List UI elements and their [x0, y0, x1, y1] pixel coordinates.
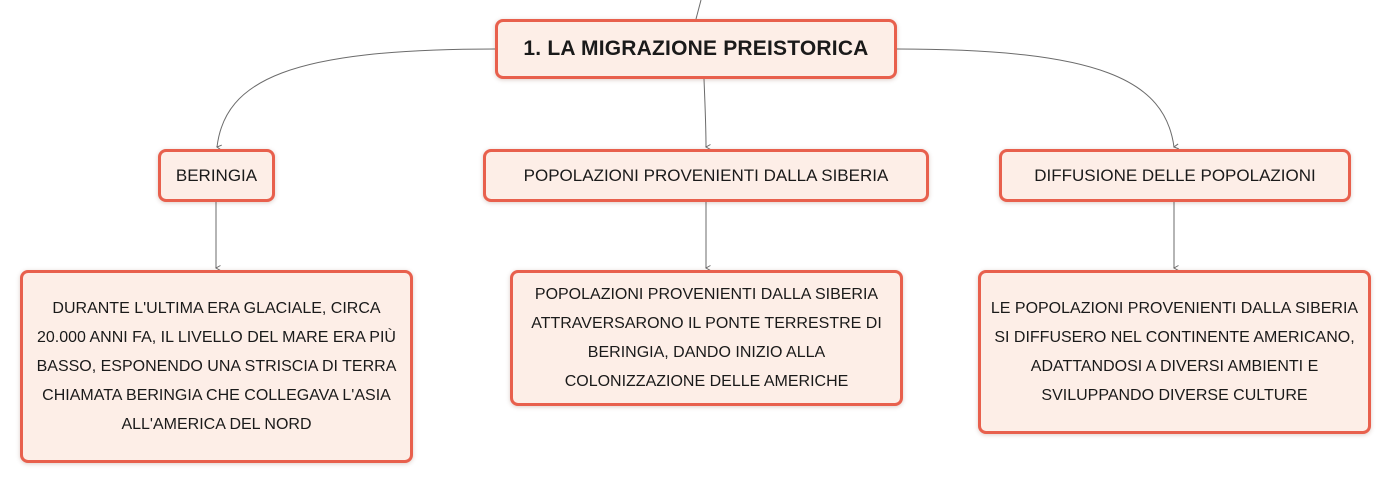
detail-node-beringia[interactable] — [20, 270, 413, 463]
parent-connector — [696, 0, 701, 19]
detail-node-text: POPOLAZIONI PROVENIENTI DALLA SIBERIA ATTRAVERSARONO IL PONTE TERRESTRE DI BERINGIA, DANDO INIZIO ALLA COLONIZZAZIONE DELLE AMERICHE — [531, 286, 882, 390]
detail-node-text: DURANTE L'ULTIMA ERA GLACIALE, CIRCA 20.000 ANNI FA, IL LIVELLO DEL MARE ERA PIÙ BASSO, ESPONENDO UNA STRISCIA DI TERRA CHIAMATA BERINGIA CHE COLLEGAVA L'ASIA ALL'AMERICA DEL NORD — [36, 300, 397, 433]
detail-node-siberia[interactable] — [510, 270, 903, 406]
topic-node-siberia[interactable] — [483, 149, 929, 202]
connector-root-diffusione — [897, 49, 1174, 147]
detail-node-diffusione[interactable] — [978, 270, 1371, 434]
root-node-label: 1. LA MIGRAZIONE PREISTORICA — [523, 37, 869, 60]
connector-root-beringia — [217, 49, 495, 147]
detail-node-text: LE POPOLAZIONI PROVENIENTI DALLA SIBERIA SI DIFFUSERO NEL CONTINENTE AMERICANO, ADATTANDOSI A DIVERSI AMBIENTI E SVILUPPANDO DIVERSE CULTURE — [990, 300, 1359, 404]
topic-node-label: POPOLAZIONI PROVENIENTI DALLA SIBERIA — [523, 165, 889, 185]
topic-node-label: BERINGIA — [175, 165, 258, 185]
topic-node-beringia[interactable] — [158, 149, 275, 202]
topic-node-label: DIFFUSIONE DELLE POPOLAZIONI — [1034, 165, 1316, 185]
connector-root-siberia — [704, 79, 706, 147]
root-node[interactable] — [495, 19, 897, 79]
topic-node-diffusione[interactable] — [999, 149, 1351, 202]
